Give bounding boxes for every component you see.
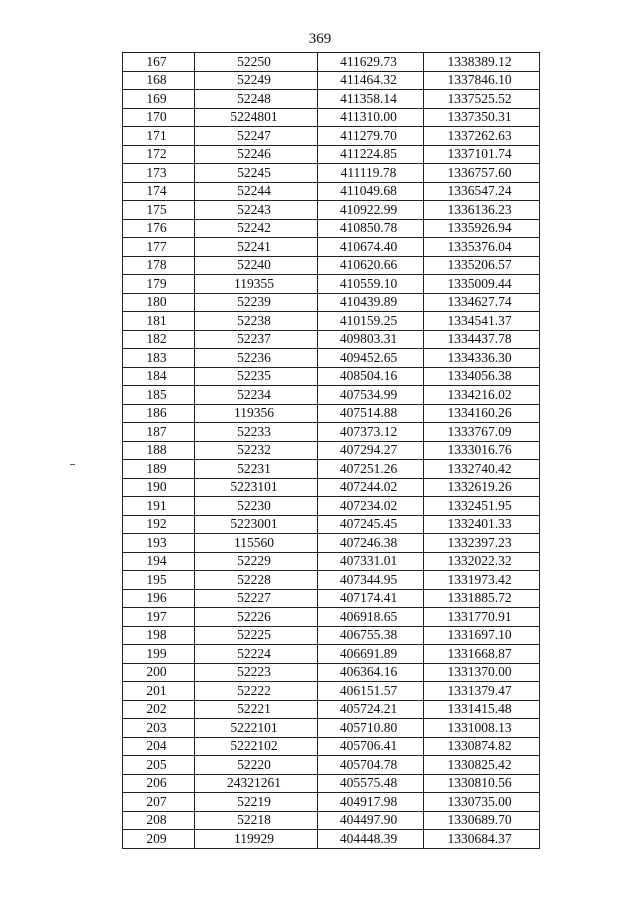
point-id-cell: 52230: [195, 497, 318, 516]
y-coordinate-cell: 1334541.37: [424, 312, 540, 331]
table-row: [123, 663, 540, 682]
y-coordinate-cell: 1332740.42: [424, 460, 540, 479]
row-number-cell: 191: [123, 497, 195, 516]
point-id-cell: 115560: [195, 534, 318, 553]
y-coordinate-cell: 1331973.42: [424, 571, 540, 590]
y-coordinate-cell: 1334160.26: [424, 404, 540, 423]
row-number-cell: 172: [123, 145, 195, 164]
table-row: [123, 515, 540, 534]
point-id-cell: 52240: [195, 256, 318, 275]
point-id-cell: 52233: [195, 423, 318, 442]
row-number-cell: 167: [123, 53, 195, 72]
x-coordinate-cell: 407294.27: [318, 441, 424, 460]
x-coordinate-cell: 411049.68: [318, 182, 424, 201]
y-coordinate-cell: 1337101.74: [424, 145, 540, 164]
x-coordinate-cell: 407344.95: [318, 571, 424, 590]
y-coordinate-cell: 1336547.24: [424, 182, 540, 201]
y-coordinate-cell: 1330735.00: [424, 793, 540, 812]
y-coordinate-cell: 1335206.57: [424, 256, 540, 275]
table-row: [123, 460, 540, 479]
x-coordinate-cell: 410439.89: [318, 293, 424, 312]
table-row: [123, 589, 540, 608]
y-coordinate-cell: 1334627.74: [424, 293, 540, 312]
point-id-cell: 52250: [195, 53, 318, 72]
row-number-cell: 168: [123, 71, 195, 90]
row-number-cell: 177: [123, 238, 195, 257]
y-coordinate-cell: 1332397.23: [424, 534, 540, 553]
y-coordinate-cell: 1330689.70: [424, 811, 540, 830]
y-coordinate-cell: 1335926.94: [424, 219, 540, 238]
table-row: [123, 626, 540, 645]
table-row: [123, 182, 540, 201]
point-id-cell: 52221: [195, 700, 318, 719]
coordinates-table: [122, 52, 540, 849]
point-id-cell: 52249: [195, 71, 318, 90]
y-coordinate-cell: 1332401.33: [424, 515, 540, 534]
point-id-cell: 24321261: [195, 774, 318, 793]
point-id-cell: 5223001: [195, 515, 318, 534]
row-number-cell: 207: [123, 793, 195, 812]
y-coordinate-cell: 1330874.82: [424, 737, 540, 756]
table-row: [123, 201, 540, 220]
y-coordinate-cell: 1330810.56: [424, 774, 540, 793]
row-number-cell: 201: [123, 682, 195, 701]
y-coordinate-cell: 1331415.48: [424, 700, 540, 719]
table-row: [123, 275, 540, 294]
x-coordinate-cell: 404448.39: [318, 830, 424, 849]
y-coordinate-cell: 1337846.10: [424, 71, 540, 90]
table-row: [123, 127, 540, 146]
table-row: [123, 774, 540, 793]
y-coordinate-cell: 1331370.00: [424, 663, 540, 682]
y-coordinate-cell: 1338389.12: [424, 53, 540, 72]
row-number-cell: 189: [123, 460, 195, 479]
x-coordinate-cell: 410159.25: [318, 312, 424, 331]
x-coordinate-cell: 405710.80: [318, 719, 424, 738]
y-coordinate-cell: 1331770.91: [424, 608, 540, 627]
x-coordinate-cell: 411358.14: [318, 90, 424, 109]
table-row: [123, 293, 540, 312]
x-coordinate-cell: 406918.65: [318, 608, 424, 627]
table-row: [123, 367, 540, 386]
row-number-cell: 175: [123, 201, 195, 220]
table-row: [123, 552, 540, 571]
x-coordinate-cell: 405724.21: [318, 700, 424, 719]
point-id-cell: 52224: [195, 645, 318, 664]
x-coordinate-cell: 410850.78: [318, 219, 424, 238]
row-number-cell: 184: [123, 367, 195, 386]
point-id-cell: 5222101: [195, 719, 318, 738]
point-id-cell: 5222102: [195, 737, 318, 756]
point-id-cell: 52237: [195, 330, 318, 349]
table-row: [123, 719, 540, 738]
x-coordinate-cell: 410620.66: [318, 256, 424, 275]
table-row: [123, 90, 540, 109]
x-coordinate-cell: 405704.78: [318, 756, 424, 775]
row-number-cell: 200: [123, 663, 195, 682]
x-coordinate-cell: 410922.99: [318, 201, 424, 220]
point-id-cell: 52248: [195, 90, 318, 109]
point-id-cell: 119355: [195, 275, 318, 294]
y-coordinate-cell: 1336136.23: [424, 201, 540, 220]
row-number-cell: 179: [123, 275, 195, 294]
row-number-cell: 196: [123, 589, 195, 608]
point-id-cell: 52245: [195, 164, 318, 183]
x-coordinate-cell: 405706.41: [318, 737, 424, 756]
y-coordinate-cell: 1334056.38: [424, 367, 540, 386]
point-id-cell: 52242: [195, 219, 318, 238]
table-row: [123, 312, 540, 331]
x-coordinate-cell: 407514.88: [318, 404, 424, 423]
table-row: [123, 830, 540, 849]
x-coordinate-cell: 411464.32: [318, 71, 424, 90]
coordinates-table-body: [123, 53, 540, 849]
point-id-cell: 52226: [195, 608, 318, 627]
x-coordinate-cell: 411279.70: [318, 127, 424, 146]
row-number-cell: 190: [123, 478, 195, 497]
y-coordinate-cell: 1334437.78: [424, 330, 540, 349]
y-coordinate-cell: 1332022.32: [424, 552, 540, 571]
table-row: [123, 700, 540, 719]
row-number-cell: 195: [123, 571, 195, 590]
row-number-cell: 180: [123, 293, 195, 312]
x-coordinate-cell: 406364.16: [318, 663, 424, 682]
y-coordinate-cell: 1335009.44: [424, 275, 540, 294]
point-id-cell: 119929: [195, 830, 318, 849]
table-row: [123, 219, 540, 238]
table-row: [123, 349, 540, 368]
page-number: 369: [308, 31, 332, 47]
row-number-cell: 173: [123, 164, 195, 183]
y-coordinate-cell: 1336757.60: [424, 164, 540, 183]
row-number-cell: 202: [123, 700, 195, 719]
x-coordinate-cell: 407251.26: [318, 460, 424, 479]
row-number-cell: 192: [123, 515, 195, 534]
x-coordinate-cell: 407174.41: [318, 589, 424, 608]
x-coordinate-cell: 409803.31: [318, 330, 424, 349]
y-coordinate-cell: 1330825.42: [424, 756, 540, 775]
table-row: [123, 571, 540, 590]
table-row: [123, 645, 540, 664]
x-coordinate-cell: 406691.89: [318, 645, 424, 664]
row-number-cell: 208: [123, 811, 195, 830]
x-coordinate-cell: 408504.16: [318, 367, 424, 386]
point-id-cell: 52239: [195, 293, 318, 312]
point-id-cell: 52227: [195, 589, 318, 608]
y-coordinate-cell: 1330684.37: [424, 830, 540, 849]
table-row: [123, 608, 540, 627]
row-number-cell: 185: [123, 386, 195, 405]
x-coordinate-cell: 407373.12: [318, 423, 424, 442]
table-row: [123, 756, 540, 775]
x-coordinate-cell: 407246.38: [318, 534, 424, 553]
point-id-cell: 52220: [195, 756, 318, 775]
table-row: [123, 534, 540, 553]
x-coordinate-cell: 410674.40: [318, 238, 424, 257]
table-row: [123, 404, 540, 423]
table-row: [123, 386, 540, 405]
x-coordinate-cell: 407331.01: [318, 552, 424, 571]
x-coordinate-cell: 404497.90: [318, 811, 424, 830]
table-row: [123, 256, 540, 275]
point-id-cell: 52232: [195, 441, 318, 460]
table-row: [123, 811, 540, 830]
row-number-cell: 188: [123, 441, 195, 460]
row-number-cell: 181: [123, 312, 195, 331]
table-row: [123, 423, 540, 442]
table-row: [123, 441, 540, 460]
x-coordinate-cell: 404917.98: [318, 793, 424, 812]
table-row: [123, 53, 540, 72]
table-row: [123, 793, 540, 812]
x-coordinate-cell: 411119.78: [318, 164, 424, 183]
table-row: [123, 330, 540, 349]
table-row: [123, 164, 540, 183]
table-row: [123, 682, 540, 701]
row-number-cell: 178: [123, 256, 195, 275]
point-id-cell: 52222: [195, 682, 318, 701]
y-coordinate-cell: 1335376.04: [424, 238, 540, 257]
row-number-cell: 183: [123, 349, 195, 368]
table-row: [123, 108, 540, 127]
table-row: [123, 497, 540, 516]
row-number-cell: 186: [123, 404, 195, 423]
y-coordinate-cell: 1337350.31: [424, 108, 540, 127]
x-coordinate-cell: 405575.48: [318, 774, 424, 793]
row-number-cell: 193: [123, 534, 195, 553]
x-coordinate-cell: 407234.02: [318, 497, 424, 516]
point-id-cell: 52234: [195, 386, 318, 405]
point-id-cell: 119356: [195, 404, 318, 423]
x-coordinate-cell: 409452.65: [318, 349, 424, 368]
x-coordinate-cell: 411310.00: [318, 108, 424, 127]
x-coordinate-cell: 407245.45: [318, 515, 424, 534]
point-id-cell: 52246: [195, 145, 318, 164]
point-id-cell: 52229: [195, 552, 318, 571]
table-row: [123, 478, 540, 497]
table-row: [123, 238, 540, 257]
row-number-cell: 174: [123, 182, 195, 201]
y-coordinate-cell: 1337262.63: [424, 127, 540, 146]
y-coordinate-cell: 1334216.02: [424, 386, 540, 405]
point-id-cell: 52244: [195, 182, 318, 201]
row-number-cell: 176: [123, 219, 195, 238]
point-id-cell: 52241: [195, 238, 318, 257]
row-number-cell: 204: [123, 737, 195, 756]
y-coordinate-cell: 1331379.47: [424, 682, 540, 701]
point-id-cell: 52236: [195, 349, 318, 368]
point-id-cell: 52231: [195, 460, 318, 479]
y-coordinate-cell: 1333016.76: [424, 441, 540, 460]
row-number-cell: 169: [123, 90, 195, 109]
row-number-cell: 194: [123, 552, 195, 571]
point-id-cell: 52219: [195, 793, 318, 812]
point-id-cell: 5224801: [195, 108, 318, 127]
y-coordinate-cell: 1334336.30: [424, 349, 540, 368]
y-coordinate-cell: 1331697.10: [424, 626, 540, 645]
point-id-cell: 52238: [195, 312, 318, 331]
table-row: [123, 737, 540, 756]
row-number-cell: 209: [123, 830, 195, 849]
x-coordinate-cell: 410559.10: [318, 275, 424, 294]
y-coordinate-cell: 1331008.13: [424, 719, 540, 738]
row-number-cell: 205: [123, 756, 195, 775]
x-coordinate-cell: 407534.99: [318, 386, 424, 405]
point-id-cell: 52223: [195, 663, 318, 682]
point-id-cell: 52243: [195, 201, 318, 220]
y-coordinate-cell: 1331668.87: [424, 645, 540, 664]
row-number-cell: 197: [123, 608, 195, 627]
y-coordinate-cell: 1332619.26: [424, 478, 540, 497]
row-number-cell: 198: [123, 626, 195, 645]
table-row: [123, 145, 540, 164]
y-coordinate-cell: 1331885.72: [424, 589, 540, 608]
y-coordinate-cell: 1333767.09: [424, 423, 540, 442]
stray-mark: [70, 464, 75, 465]
y-coordinate-cell: 1337525.52: [424, 90, 540, 109]
point-id-cell: 52228: [195, 571, 318, 590]
point-id-cell: 52247: [195, 127, 318, 146]
row-number-cell: 170: [123, 108, 195, 127]
row-number-cell: 199: [123, 645, 195, 664]
row-number-cell: 182: [123, 330, 195, 349]
x-coordinate-cell: 411629.73: [318, 53, 424, 72]
table-row: [123, 71, 540, 90]
row-number-cell: 203: [123, 719, 195, 738]
point-id-cell: 52225: [195, 626, 318, 645]
row-number-cell: 171: [123, 127, 195, 146]
x-coordinate-cell: 406151.57: [318, 682, 424, 701]
x-coordinate-cell: 407244.02: [318, 478, 424, 497]
point-id-cell: 52235: [195, 367, 318, 386]
row-number-cell: 187: [123, 423, 195, 442]
x-coordinate-cell: 411224.85: [318, 145, 424, 164]
y-coordinate-cell: 1332451.95: [424, 497, 540, 516]
point-id-cell: 52218: [195, 811, 318, 830]
x-coordinate-cell: 406755.38: [318, 626, 424, 645]
point-id-cell: 5223101: [195, 478, 318, 497]
row-number-cell: 206: [123, 774, 195, 793]
